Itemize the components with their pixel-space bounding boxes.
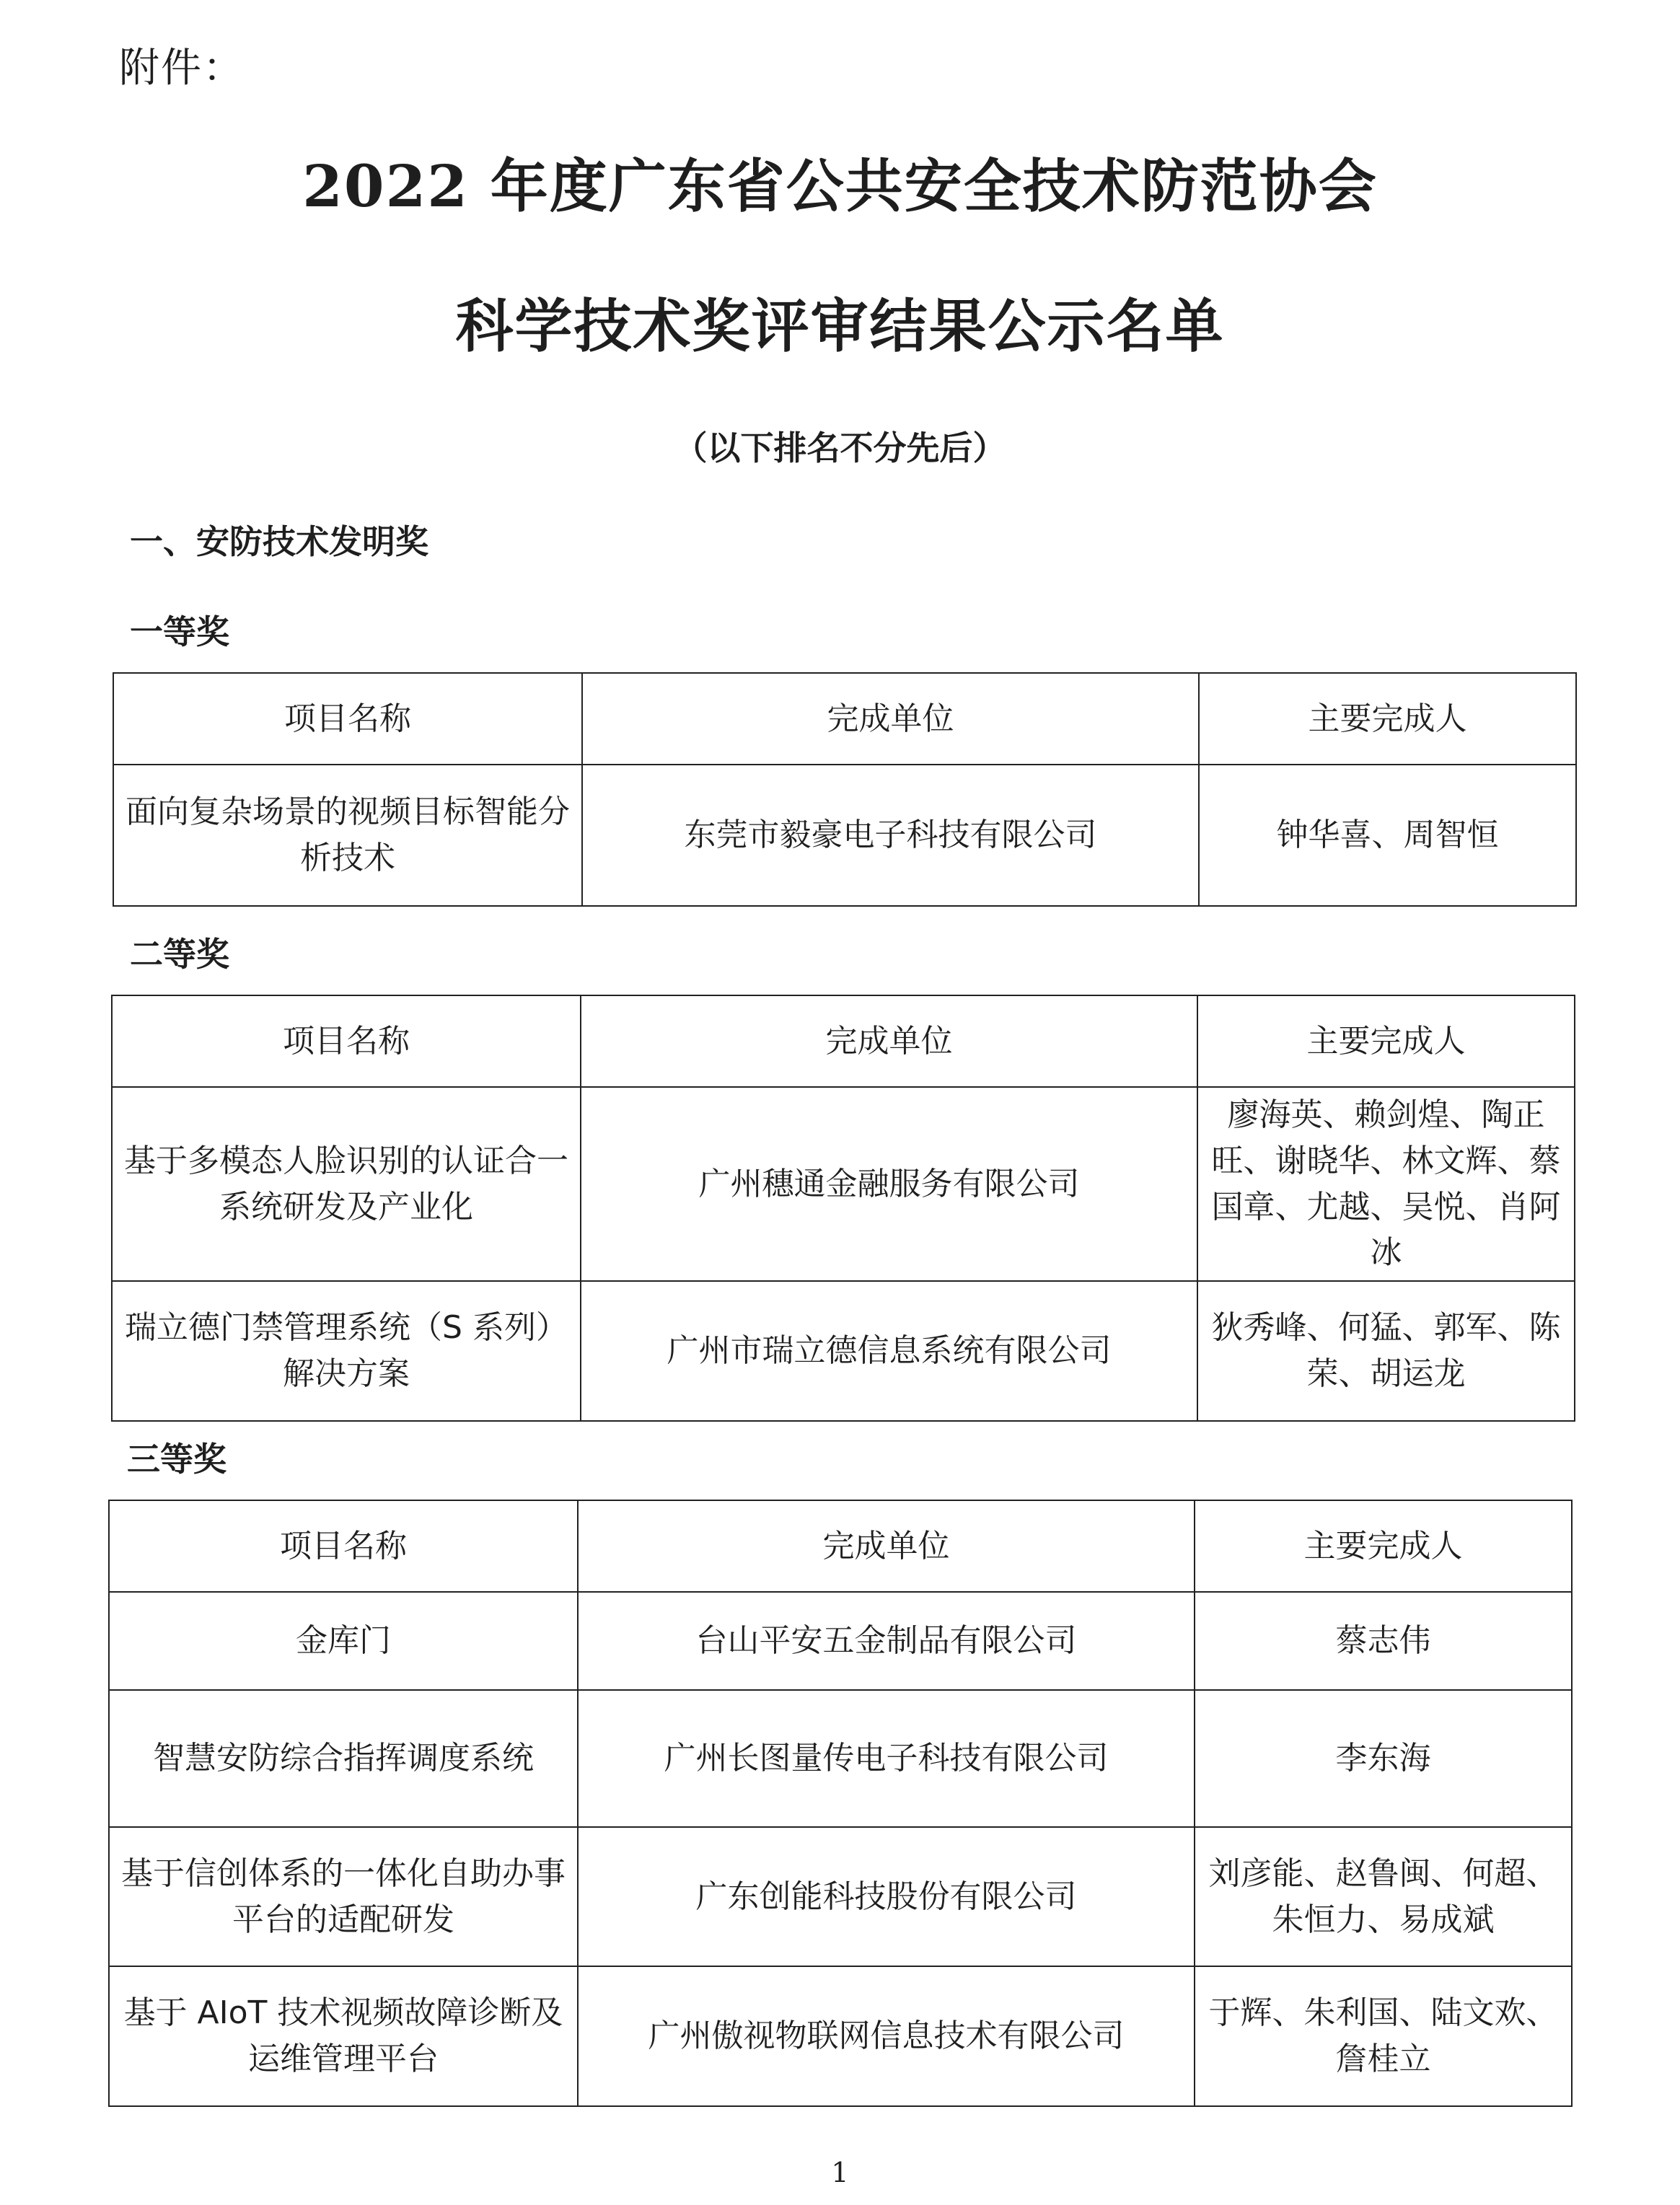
main-contributors: 狄秀峰、何猛、郭军、陈荣、胡运龙: [1197, 1281, 1575, 1421]
project-name: 瑞立德门禁管理系统（S 系列）解决方案: [112, 1281, 581, 1421]
main-contributors: 蔡志伟: [1195, 1592, 1572, 1690]
table-row: [113, 765, 1576, 906]
header-project: 项目名称: [109, 1500, 578, 1592]
project-name: 基于多模态人脸识别的认证合一系统研发及产业化: [112, 1087, 581, 1281]
first-prize-table: [113, 672, 1577, 907]
document-title-line-2: 科学技术奖评审结果公示名单: [455, 292, 1225, 360]
main-contributors: 廖海英、赖剑煌、陶正旺、谢晓华、林文辉、蔡国章、尤越、吴悦、肖阿冰: [1197, 1087, 1575, 1281]
table-row: [109, 1592, 1572, 1690]
completion-unit: 广州长图量传电子科技有限公司: [578, 1690, 1195, 1827]
table-header-row: [109, 1500, 1572, 1592]
first-prize-heading: 一等奖: [130, 612, 229, 651]
header-project: 项目名称: [112, 995, 581, 1087]
project-name: 基于 AIoT 技术视频故障诊断及运维管理平台: [109, 1966, 578, 2106]
table-row: [109, 1966, 1572, 2106]
ranking-note: （以下排名不分先后）: [674, 428, 1006, 467]
page-number: 1: [831, 2157, 849, 2188]
project-name: 基于信创体系的一体化自助办事平台的适配研发: [109, 1827, 578, 1966]
table-header-row: [112, 995, 1575, 1087]
completion-unit: 东莞市毅豪电子科技有限公司: [582, 765, 1199, 906]
header-people: 主要完成人: [1195, 1500, 1572, 1592]
main-contributors: 李东海: [1195, 1690, 1572, 1827]
header-unit: 完成单位: [578, 1500, 1195, 1592]
completion-unit: 广州傲视物联网信息技术有限公司: [578, 1966, 1195, 2106]
project-name: 智慧安防综合指挥调度系统: [109, 1690, 578, 1827]
project-name: 面向复杂场景的视频目标智能分析技术: [113, 765, 582, 906]
completion-unit: 广州市瑞立德信息系统有限公司: [581, 1281, 1197, 1421]
section-heading: 一、安防技术发明奖: [130, 522, 428, 561]
main-contributors: 刘彦能、赵鲁闽、何超、朱恒力、易成斌: [1195, 1827, 1572, 1966]
header-unit: 完成单位: [582, 673, 1199, 765]
table-header-row: [113, 673, 1576, 765]
third-prize-heading: 三等奖: [127, 1440, 227, 1479]
table-row: [112, 1281, 1575, 1421]
header-project: 项目名称: [113, 673, 582, 765]
table-row: [109, 1690, 1572, 1827]
header-unit: 完成单位: [581, 995, 1197, 1087]
completion-unit: 广州穗通金融服务有限公司: [581, 1087, 1197, 1281]
header-people: 主要完成人: [1199, 673, 1576, 765]
completion-unit: 广东创能科技股份有限公司: [578, 1827, 1195, 1966]
main-contributors: 于辉、朱利国、陆文欢、詹桂立: [1195, 1966, 1572, 2106]
completion-unit: 台山平安五金制品有限公司: [578, 1592, 1195, 1690]
table-row: [112, 1087, 1575, 1281]
second-prize-heading: 二等奖: [130, 935, 229, 974]
project-name: 金库门: [109, 1592, 578, 1690]
attachment-label: 附件：: [119, 45, 245, 92]
third-prize-table: [108, 1500, 1573, 2107]
document-title-line-1: 2022 年度广东省公共安全技术防范协会: [302, 152, 1378, 220]
header-people: 主要完成人: [1197, 995, 1575, 1087]
main-contributors: 钟华喜、周智恒: [1199, 765, 1576, 906]
second-prize-table: [111, 995, 1575, 1422]
table-row: [109, 1827, 1572, 1966]
